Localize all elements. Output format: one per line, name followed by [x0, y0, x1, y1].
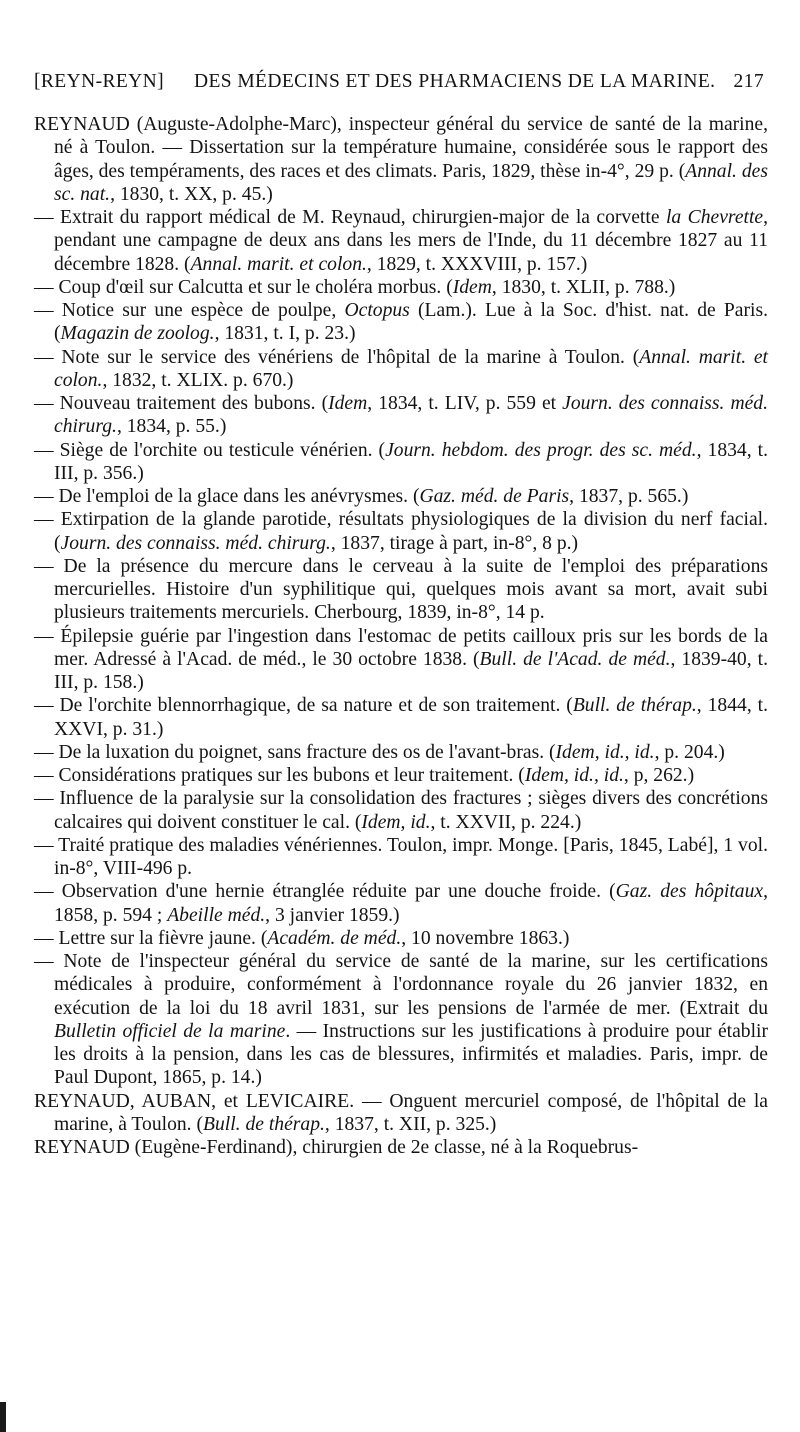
bibliography-entry — [34, 508, 768, 555]
entry-text: , 3 janvier 1859.) — [265, 904, 400, 926]
bibliography-entry — [34, 1090, 768, 1137]
bibliography-entry — [34, 880, 768, 927]
entry-text: — De la luxation du poignet, sans fracture des os de l'avant-bras. ( — [34, 741, 556, 763]
running-head-range: [REYN-REYN] — [34, 71, 165, 92]
entry-text: — Influence de la paralysie sur la consolidation des fractures ; sièges divers des concrétions calcaires qui doivent constituer le cal. ( — [34, 788, 768, 833]
entry-text: , p, 262.) — [623, 765, 695, 786]
entry-text: — Note sur le service des vénériens de l'hôpital de la marine à Toulon. ( — [34, 346, 640, 368]
bibliography-entry — [34, 927, 768, 950]
entry-citation-italic: Journ. des connaiss. méd. chirurg. — [54, 393, 768, 438]
entry-text: , 1858, p. 594 ; — [54, 881, 768, 926]
entry-text: REYNAUD (Eugène-Ferdinand), chirurgien de 2e classe, né à la Roquebrus- — [34, 1137, 639, 1158]
entry-text: , 10 novembre 1863.) — [401, 927, 570, 949]
bibliography-entry — [34, 834, 768, 881]
entry-text: (Lam.). Lue à la Soc. d'hist. nat. de Paris. ( — [54, 300, 768, 345]
bibliography-entry — [34, 276, 768, 299]
entry-text: — Extrait du rapport médical de M. Reynaud, chirurgien-major de la corvette — [34, 207, 666, 228]
entry-text: . — Instructions sur les justifications à produire pour établir les droits à la pension, dans les cas de blessures, infirmités et maladies. Paris, impr. de Paul Dupont, 1865, p. 14.) — [54, 1020, 768, 1089]
bibliography-entry — [34, 625, 768, 695]
entry-text: , t. XXVII, p. 224.) — [430, 811, 582, 833]
entry-citation-italic: Idem, id., id. — [555, 741, 655, 763]
entry-citation-italic: Journ. des connaiss. méd. chirurg. — [60, 532, 331, 554]
entry-text: — De l'emploi de la glace dans les anévrysmes. ( — [34, 486, 420, 507]
bibliography-entry — [34, 346, 768, 393]
entry-citation-italic: Idem, id. — [361, 811, 431, 833]
bibliography-entry — [34, 392, 768, 439]
entry-citation-italic: Annal. des sc. nat. — [54, 160, 768, 205]
entry-text: — Nouveau traitement des bubons. ( — [34, 393, 329, 414]
entry-citation-italic: Idem, id., id. — [524, 765, 624, 786]
bibliography-entry — [34, 206, 768, 276]
bibliography-entry — [34, 299, 768, 346]
entry-text: REYNAUD (Auguste-Adolphe-Marc), inspecteur général du service de santé de la marine, né à Toulon. — Dissertation sur la température humaine, considérée sous le rapport des âges, des tempéraments, des races et des climats. Paris, 1829, thèse in-4°, 29 p. ( — [34, 114, 768, 182]
entry-citation-italic: Gaz. des hôpitaux — [615, 881, 764, 903]
bibliography-entry — [34, 485, 768, 508]
entry-text: , 1830, t. XX, p. 45.) — [110, 183, 273, 205]
entry-text: , 1839-40, t. III, p. 158.) — [54, 648, 768, 693]
entry-citation-italic: la Chevrette — [665, 207, 764, 228]
entry-citation-italic: Annal. marit. et colon. — [190, 253, 367, 275]
entry-text: , 1844, t. XXVI, p. 31.) — [54, 695, 768, 740]
page-number: 217 — [733, 71, 764, 92]
entry-text: — Traité pratique des maladies vénériennes. Toulon, impr. Monge. [Paris, 1845, Labé], 1 vol. in-8°, VIII-496 p. — [34, 834, 768, 879]
bibliography-entry — [34, 1136, 768, 1159]
bibliography-entry — [34, 950, 768, 1090]
scan-edge-mark — [0, 1402, 6, 1432]
entry-text: , 1829, t. XXXVIII, p. 157.) — [366, 253, 588, 275]
bibliography-entry — [34, 113, 768, 206]
entry-text: , 1837, tirage à part, in-8°, 8 p.) — [330, 532, 579, 554]
entry-citation-italic: Bull. de thérap. — [203, 1113, 325, 1135]
entry-text: — Note de l'inspecteur général du service de santé de la marine, sur les certifications médicales à produire, conformément à l'ordonnance royale du 26 janvier 1832, en exécution de la loi du 18 avril 1831, sur les pensions de l'armée de mer. (Extrait du — [34, 951, 768, 1019]
bibliography-entry — [34, 439, 768, 486]
entry-text: , 1830, t. XLII, p. 788.) — [491, 276, 676, 298]
entry-text: — Lettre sur la fièvre jaune. ( — [34, 927, 268, 949]
entry-text: , 1834, t. III, p. 356.) — [54, 439, 769, 484]
entry-text: — Extirpation de la glande parotide, résultats physiologiques de la division du nerf facial. ( — [34, 509, 768, 554]
entry-text: , 1837, t. XII, p. 325.) — [324, 1113, 497, 1135]
entry-text: , pendant une campagne de deux ans dans les mers de l'Inde, du 11 décembre 1827 au 11 décembre 1828. ( — [54, 207, 769, 275]
entry-text: — Coup d'œil sur Calcutta et sur le choléra morbus. ( — [34, 276, 453, 298]
entry-text: REYNAUD, AUBAN, et LEVICAIRE. — Onguent mercuriel composé, de l'hôpital de la marine, à Toulon. ( — [34, 1090, 768, 1135]
entry-citation-italic: Annal. marit. et colon. — [54, 346, 769, 391]
entry-citation-italic: Bull. de thérap. — [572, 695, 697, 717]
entry-text: , p. 204.) — [654, 741, 725, 763]
bibliography-entry — [34, 555, 768, 625]
entry-citation-italic: Abeille méd. — [167, 904, 266, 926]
bibliography-entry — [34, 694, 768, 741]
entry-citation-italic: Journ. hebdom. des progr. des sc. méd. — [385, 439, 697, 461]
entry-text: , 1834, t. LIV, p. 559 et — [367, 393, 563, 414]
entry-citation-italic: Gaz. méd. de Paris — [419, 486, 570, 507]
entry-citation-italic: Bull. de l'Acad. de méd. — [479, 648, 671, 670]
bibliography-entries — [34, 113, 768, 1159]
running-head — [34, 71, 764, 95]
entry-citation-italic: Magazin de zoolog. — [60, 323, 215, 345]
running-head-title: DES MÉDECINS ET DES PHARMACIENS DE LA MARINE. — [194, 71, 716, 92]
bibliography-entry — [34, 787, 768, 834]
entry-text: , 1837, p. 565.) — [569, 486, 689, 507]
entry-text: , 1834, p. 55.) — [116, 416, 227, 438]
entry-citation-italic: Idem — [328, 393, 368, 414]
entry-text: — Épilepsie guérie par l'ingestion dans l'estomac de petits cailloux pris sur les bords de la mer. Adressé à l'Acad. de méd., le 30 octobre 1838. ( — [34, 625, 768, 670]
entry-text: , 1831, t. I, p. 23.) — [214, 323, 356, 345]
entry-text: — De l'orchite blennorrhagique, de sa nature et de son traitement. ( — [34, 695, 573, 717]
bibliography-entry — [34, 741, 768, 764]
entry-text: — Notice sur une espèce de poulpe, — [34, 300, 345, 321]
entry-text: , 1832, t. XLIX. p. 670.) — [102, 369, 294, 391]
entry-citation-italic: Bulletin officiel de la marine — [54, 1020, 286, 1042]
entry-text: — Considérations pratiques sur les bubons et leur traitement. ( — [34, 765, 525, 786]
entry-text: — De la présence du mercure dans le cerveau à la suite de l'emploi des préparations mercurielles. Histoire d'un syphilitique qui, quelques mois avant sa mort, avait subi plusieurs traitements mercuriels. Cherbourg, 1839, in-8°, 14 p. — [34, 555, 768, 624]
entry-citation-italic: Octopus — [344, 300, 410, 321]
bibliography-entry — [34, 764, 768, 787]
entry-citation-italic: Académ. de méd. — [267, 927, 402, 949]
entry-citation-italic: Idem — [452, 276, 492, 298]
entry-text: — Observation d'une hernie étranglée réduite par une douche froide. ( — [34, 881, 616, 903]
entry-text: — Siège de l'orchite ou testicule vénérien. ( — [34, 439, 386, 461]
